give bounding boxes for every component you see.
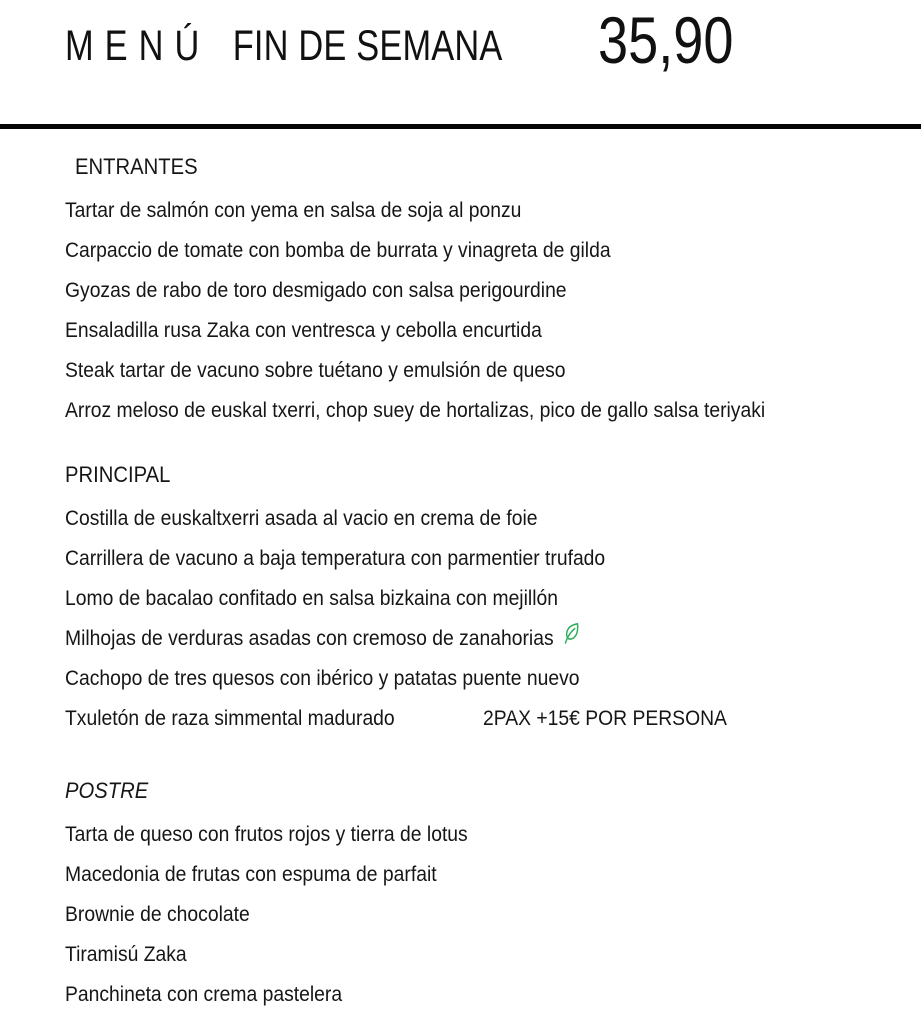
menu-item: Brownie de chocolate	[65, 903, 250, 926]
menu-item: Macedonia de frutas con espuma de parfait	[65, 863, 437, 886]
menu-item-label: Txuletón de raza simmental madurado	[65, 707, 395, 730]
section-heading-principal: PRINCIPAL	[65, 462, 171, 487]
menu-item: Ensaladilla rusa Zaka con ventresca y cebolla encurtida	[65, 319, 542, 342]
entrantes-items	[65, 191, 921, 431]
menu-item: Tiramisú Zaka	[65, 943, 187, 966]
menu-item: Tarta de queso con frutos rojos y tierra de lotus	[65, 823, 468, 846]
menu-content	[0, 155, 921, 1015]
divider-rule	[0, 124, 921, 129]
menu-item: Costilla de euskaltxerri asada al vacio en crema de foie	[65, 507, 538, 530]
menu-item-label: Milhojas de verduras asadas con cremoso de zanahorias	[65, 627, 554, 650]
postre-items	[65, 815, 921, 1015]
principal-items	[65, 499, 921, 739]
menu-item: Tartar de salmón con yema en salsa de soja al ponzu	[65, 199, 522, 222]
section-entrantes	[65, 155, 921, 431]
menu-item: Carrillera de vacuno a baja temperatura con parmentier trufado	[65, 547, 606, 570]
menu-title-subtitle: FIN DE SEMANA	[232, 22, 503, 70]
menu-item	[65, 619, 921, 659]
menu-title	[65, 22, 503, 71]
menu-title-word: MENÚ	[65, 22, 211, 70]
menu-item: Lomo de bacalao confitado en salsa bizkaina con mejillón	[65, 587, 558, 610]
section-postre	[65, 779, 921, 1015]
menu-price: 35,90	[598, 3, 734, 77]
leaf-icon	[562, 621, 581, 645]
section-principal	[65, 463, 921, 739]
menu-item-supplement-note: 2PAX +15€ POR PERSONA	[482, 707, 727, 730]
menu-item: Carpaccio de tomate con bomba de burrata y vinagreta de gilda	[65, 239, 611, 262]
menu-item: Panchineta con crema pastelera	[65, 983, 343, 1006]
menu-item: Arroz meloso de euskal txerri, chop suey de hortalizas, pico de gallo salsa teriyaki	[65, 399, 766, 422]
menu-item: Cachopo de tres quesos con ibérico y patatas puente nuevo	[65, 667, 580, 690]
menu-item: Gyozas de rabo de toro desmigado con salsa perigourdine	[65, 279, 567, 302]
section-heading-entrantes: ENTRANTES	[75, 154, 198, 179]
menu-item	[65, 699, 921, 739]
section-heading-postre: POSTRE	[65, 778, 149, 803]
menu-header	[0, 0, 921, 124]
menu-item: Steak tartar de vacuno sobre tuétano y emulsión de queso	[65, 359, 566, 382]
